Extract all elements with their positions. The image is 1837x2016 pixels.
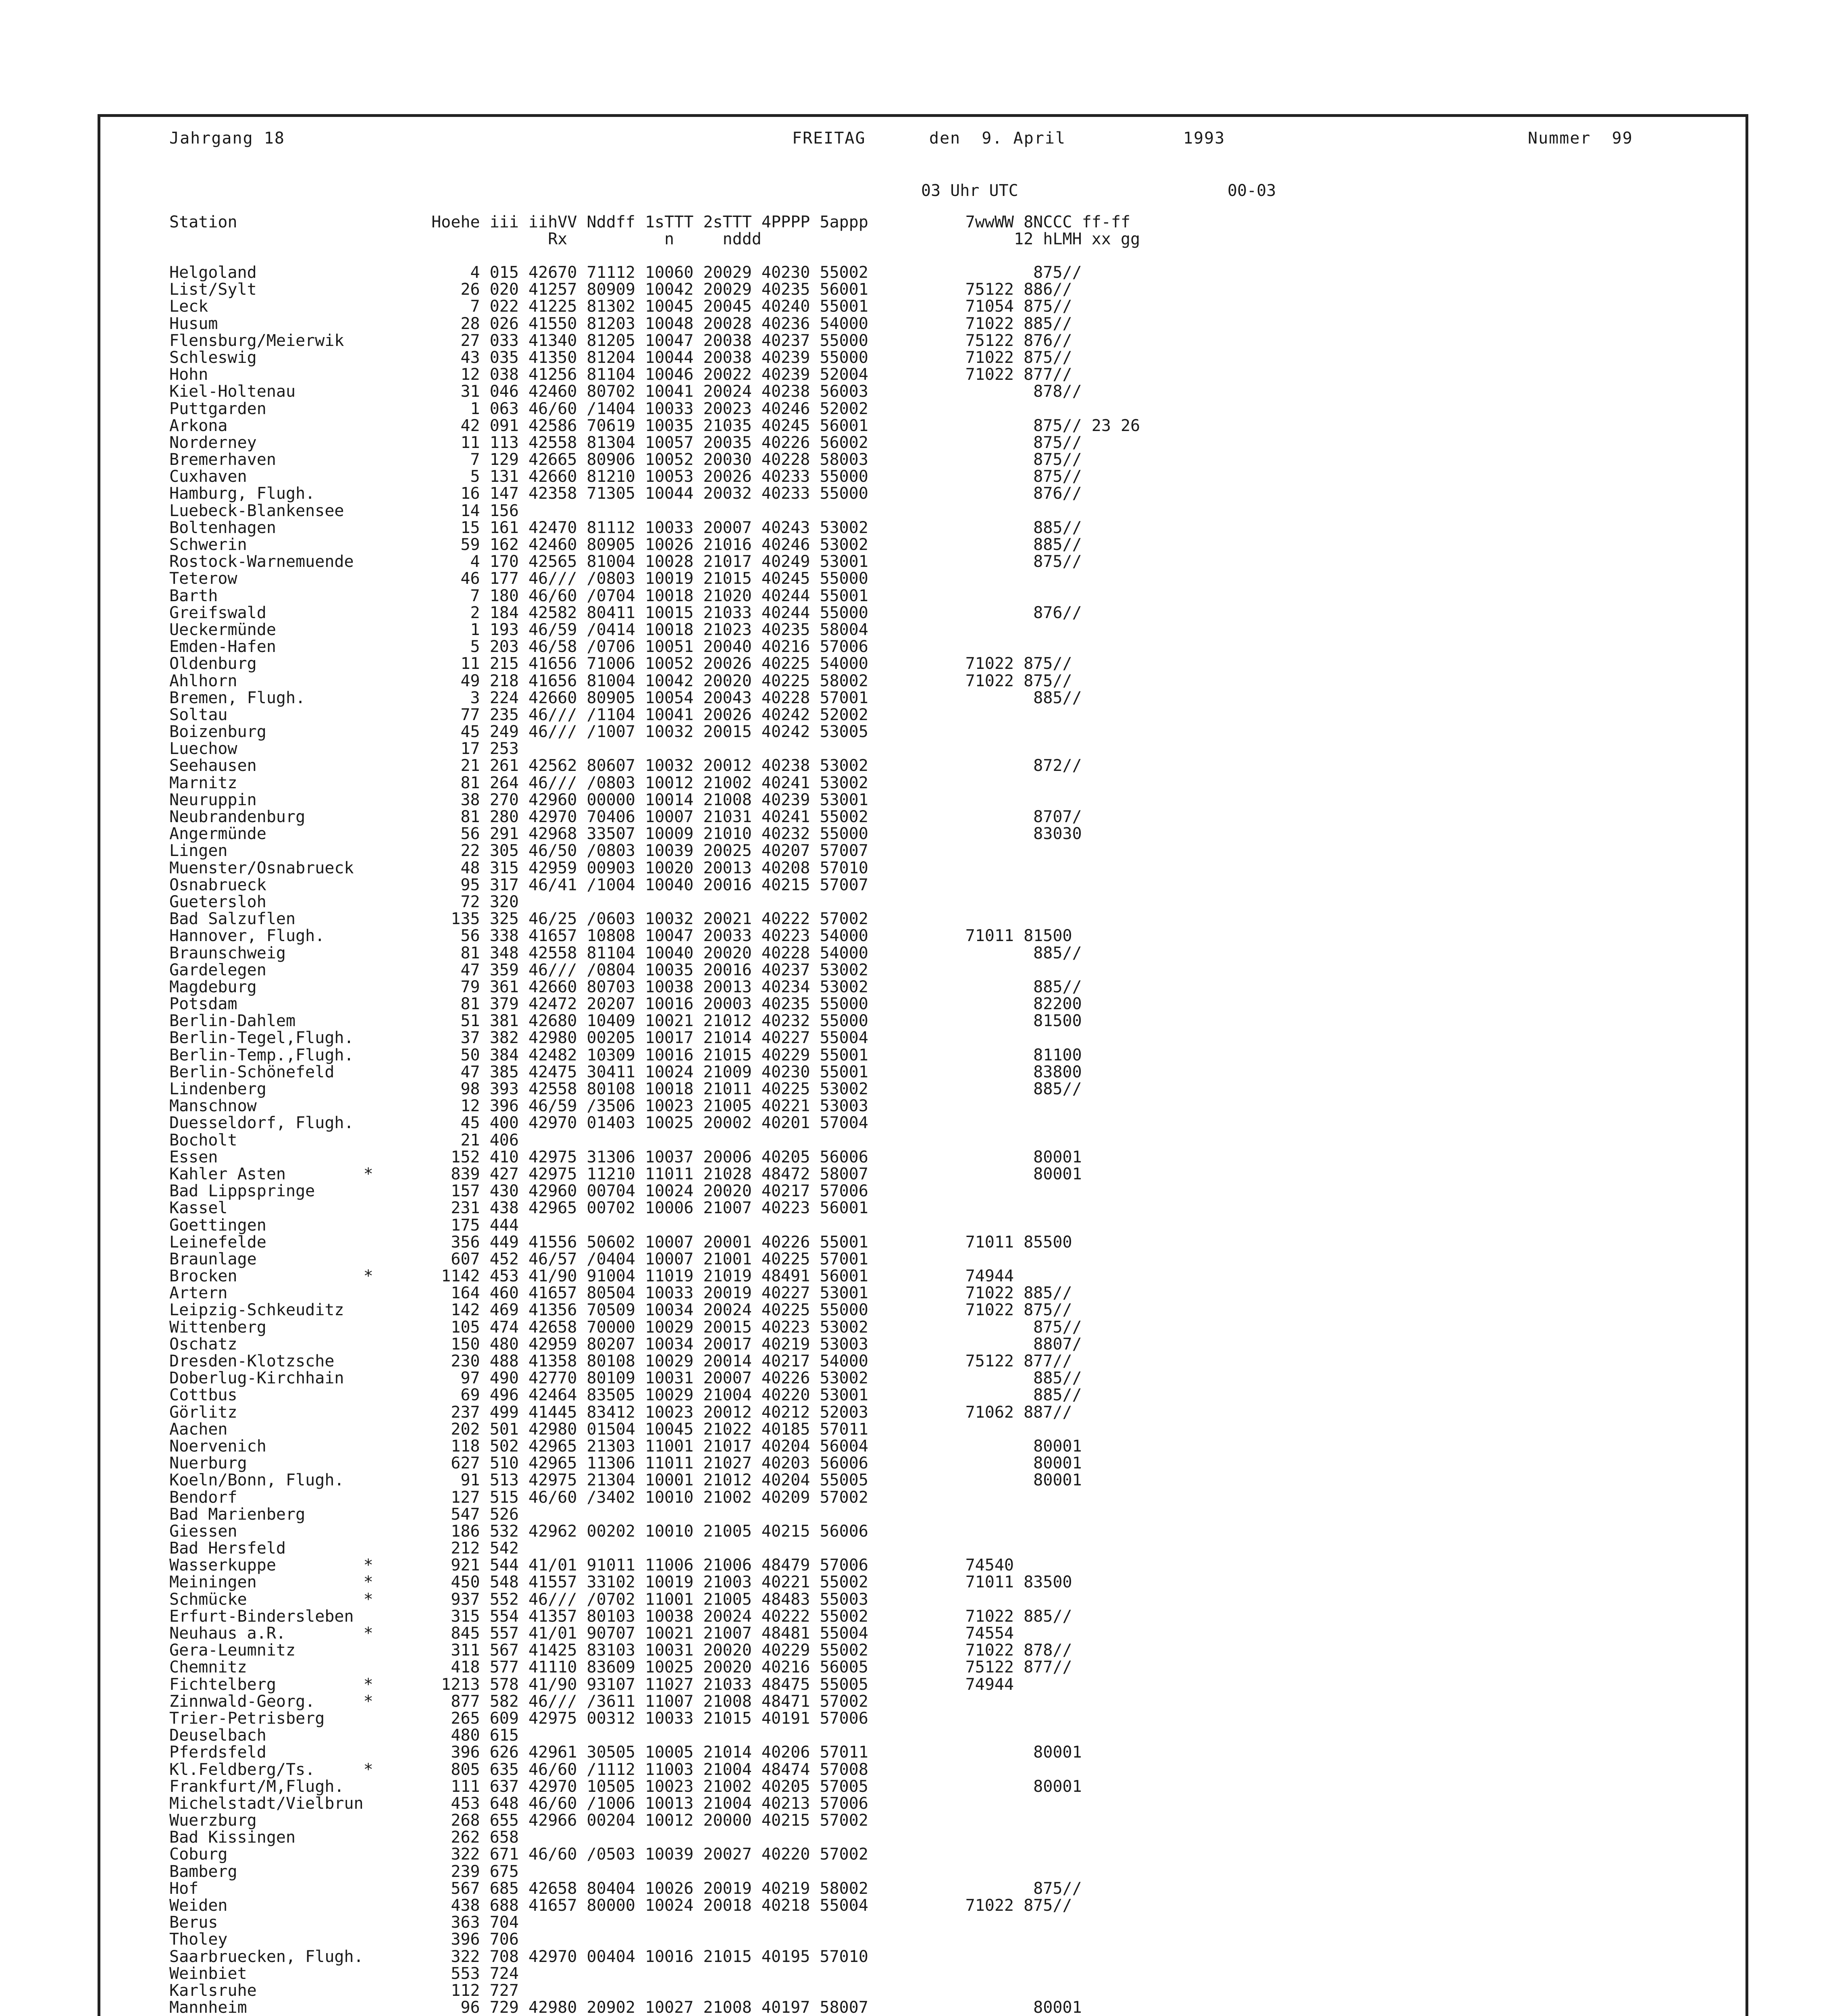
- station-row: Berlin-Tegel,Flugh. 37 382 42980 00205 10017 21014 40227 55004: [169, 1029, 868, 1048]
- station-row: Braunschweig 81 348 42558 81104 10040 20020 40228 54000 885//: [169, 943, 1082, 962]
- station-row: Bamberg 239 675: [169, 1862, 519, 1881]
- station-row: Berlin-Dahlem 51 381 42680 10409 10021 21012 40232 55000 81500: [169, 1012, 1082, 1031]
- station-row: Weiden 438 688 41657 80000 10024 20018 40218 55004 71022 875//: [169, 1896, 1072, 1915]
- station-row: Manschnow 12 396 46/59 /3506 10023 21005 40221 53003: [169, 1097, 868, 1116]
- station-row: Duesseldorf, Flugh. 45 400 42970 01403 10025 20002 40201 57004: [169, 1114, 868, 1133]
- station-row: Arkona 42 091 42586 70619 10035 21035 40245 56001 875// 23 26: [169, 416, 1140, 435]
- station-row: Osnabrueck 95 317 46/41 /1004 10040 20016 40215 57007: [169, 875, 868, 894]
- station-row: Schwerin 59 162 42460 80905 10026 21016 40246 53002 885//: [169, 535, 1082, 554]
- station-row: Erfurt-Bindersleben 315 554 41357 80103 10038 20024 40222 55002 71022 885//: [169, 1607, 1072, 1626]
- station-row: Coburg 322 671 46/60 /0503 10039 20027 40220 57002: [169, 1845, 868, 1864]
- station-row: Puttgarden 1 063 46/60 /1404 10033 20023 40246 52002: [169, 399, 868, 418]
- station-row: Dresden-Klotzsche 230 488 41358 80108 10029 20014 40217 54000 75122 877//: [169, 1352, 1072, 1370]
- station-row: Bremen, Flugh. 3 224 42660 80905 10054 20043 40228 57001 885//: [169, 688, 1082, 707]
- station-row: Berlin-Schönefeld 47 385 42475 30411 10024 21009 40230 55001 83800: [169, 1062, 1082, 1081]
- time-range: 00-03: [1227, 181, 1276, 200]
- date-label: den 9. April: [929, 129, 1066, 148]
- station-row: Kl.Feldberg/Ts. * 805 635 46/60 /1112 11003 21004 48474 57008: [169, 1760, 868, 1779]
- station-row: Hannover, Flugh. 56 338 41657 10808 10047 20033 40223 54000 71011 81500: [169, 927, 1072, 946]
- station-row: Bad Marienberg 547 526: [169, 1505, 519, 1524]
- station-row: Boizenburg 45 249 46/// /1007 10032 20015 40242 53005: [169, 723, 868, 741]
- station-row: Tholey 396 706: [169, 1930, 519, 1949]
- station-row: Leipzig-Schkeuditz 142 469 41356 70509 10034 20024 40225 55000 71022 875//: [169, 1301, 1072, 1320]
- station-row: Teterow 46 177 46/// /0803 10019 21015 40245 55000: [169, 569, 868, 588]
- station-row: Ahlhorn 49 218 41656 81004 10042 20020 40225 58002 71022 875//: [169, 671, 1072, 690]
- station-row: Oldenburg 11 215 41656 71006 10052 20026 40225 54000 71022 875//: [169, 654, 1072, 673]
- station-row: Cuxhaven 5 131 42660 81210 10053 20026 40233 55000 875//: [169, 467, 1082, 486]
- station-row: Emden-Hafen 5 203 46/58 /0706 10051 20040 40216 57006: [169, 637, 868, 656]
- station-row: Pferdsfeld 396 626 42961 30505 10005 21014 40206 57011 80001: [169, 1743, 1082, 1762]
- station-row: Bad Hersfeld 212 542: [169, 1539, 519, 1558]
- station-row: Nuerburg 627 510 42965 11306 11011 21027 40203 56006 80001: [169, 1454, 1082, 1473]
- station-row: Karlsruhe 112 727: [169, 1981, 519, 2000]
- column-header-line-2: Rx n nddd 12 hLMH xx gg: [169, 230, 1140, 248]
- station-row: Magdeburg 79 361 42660 80703 10038 20013 40234 53002 885//: [169, 977, 1082, 996]
- station-row: Ueckermünde 1 193 46/59 /0414 10018 21023 40235 58004: [169, 620, 868, 639]
- station-row: Hof 567 685 42658 80404 10026 20019 40219 58002 875//: [169, 1879, 1082, 1898]
- weekday-label: FREITAG: [792, 129, 866, 148]
- station-row: Lingen 22 305 46/50 /0803 10039 20025 40207 57007: [169, 841, 868, 860]
- station-row: Schleswig 43 035 41350 81204 10044 20038 40239 55000 71022 875//: [169, 348, 1072, 367]
- station-row: Potsdam 81 379 42472 20207 10016 20003 40235 55000 82200: [169, 995, 1082, 1014]
- station-row: Norderney 11 113 42558 81304 10057 20035 40226 56002 875//: [169, 433, 1082, 452]
- station-row: Wasserkuppe * 921 544 41/01 91011 11006 21006 48479 57006 74540: [169, 1556, 1014, 1575]
- station-row: Oschatz 150 480 42959 80207 10034 20017 40219 53003 8807/: [169, 1335, 1082, 1354]
- station-row: Kiel-Holtenau 31 046 42460 80702 10041 20024 40238 56003 878//: [169, 382, 1082, 401]
- station-row: Marnitz 81 264 46/// /0803 10012 21002 40241 53002: [169, 773, 868, 792]
- station-row: Kahler Asten * 839 427 42975 11210 11011 21028 48472 58007 80001: [169, 1164, 1082, 1183]
- station-row: Berlin-Temp.,Flugh. 50 384 42482 10309 10016 21015 40229 55001 81100: [169, 1045, 1082, 1064]
- jahrgang-label: Jahrgang 18: [169, 129, 285, 148]
- station-row: Chemnitz 418 577 41110 83609 10025 20020 40216 56005 75122 877//: [169, 1658, 1072, 1677]
- station-row: Wittenberg 105 474 42658 70000 10029 20015 40223 53002 875//: [169, 1318, 1082, 1337]
- station-row: Giessen 186 532 42962 00202 10010 21005 40215 56006: [169, 1522, 868, 1541]
- station-row: Koeln/Bonn, Flugh. 91 513 42975 21304 10001 21012 40204 55005 80001: [169, 1471, 1082, 1490]
- station-row: Lindenberg 98 393 42558 80108 10018 21011 40225 53002 885//: [169, 1080, 1082, 1098]
- station-row: Bad Salzuflen 135 325 46/25 /0603 10032 20021 40222 57002: [169, 910, 868, 929]
- station-row: Mannheim 96 729 42980 20902 10027 21008 40197 58007 80001: [169, 1998, 1082, 2016]
- station-row: Bad Lippspringe 157 430 42960 00704 10024 20020 40217 57006: [169, 1182, 868, 1201]
- station-row: Bremerhaven 7 129 42665 80906 10052 20030 40228 58003 875//: [169, 450, 1082, 469]
- station-row: Wuerzburg 268 655 42966 00204 10012 20000 40215 57002: [169, 1811, 868, 1830]
- station-row: Berus 363 704: [169, 1913, 519, 1932]
- station-table: [169, 264, 1140, 2016]
- station-row: Kassel 231 438 42965 00702 10006 21007 40223 56001: [169, 1199, 868, 1218]
- station-row: Bocholt 21 406: [169, 1131, 519, 1150]
- station-row: Cottbus 69 496 42464 83505 10029 21004 40220 53001 885//: [169, 1386, 1082, 1405]
- column-header-line-1: Station Hoehe iii iihVV Nddff 1sTTT 2sTTT 4PPPP 5appp 7wwWW 8NCCC ff-ff: [169, 213, 1131, 231]
- station-row: Luechow 17 253: [169, 739, 519, 758]
- station-row: Rostock-Warnemuende 4 170 42565 81004 10028 21017 40249 53001 875//: [169, 552, 1082, 571]
- station-row: Neuruppin 38 270 42960 00000 10014 21008 40239 53001: [169, 790, 868, 809]
- station-row: Braunlage 607 452 46/57 /0404 10007 21001 40225 57001: [169, 1250, 868, 1268]
- station-row: Bad Kissingen 262 658: [169, 1828, 519, 1847]
- station-row: Görlitz 237 499 41445 83412 10023 20012 40212 52003 71062 887//: [169, 1403, 1072, 1422]
- station-row: Helgoland 4 015 42670 71112 10060 20029 40230 55002 875//: [169, 263, 1082, 282]
- station-row: Gardelegen 47 359 46/// /0804 10035 20016 40237 53002: [169, 960, 868, 979]
- station-row: List/Sylt 26 020 41257 80909 10042 20029 40235 56001 75122 886//: [169, 280, 1072, 299]
- station-row: Trier-Petrisberg 265 609 42975 00312 10033 21015 40191 57006: [169, 1709, 868, 1728]
- station-row: Neubrandenburg 81 280 42970 70406 10007 21031 40241 55002 8707/: [169, 808, 1082, 826]
- station-row: Aachen 202 501 42980 01504 10045 21022 40185 57011: [169, 1420, 868, 1439]
- station-row: Barth 7 180 46/60 /0704 10018 21020 40244 55001: [169, 586, 868, 605]
- observation-time: 03 Uhr UTC: [921, 181, 1018, 200]
- station-row: Zinnwald-Georg. * 877 582 46/// /3611 11007 21008 48471 57002: [169, 1692, 868, 1711]
- station-row: Leinefelde 356 449 41556 50602 10007 20001 40226 55001 71011 85500: [169, 1233, 1072, 1252]
- station-row: Hohn 12 038 41256 81104 10046 20022 40239 52004 71022 877//: [169, 365, 1072, 384]
- station-row: Guetersloh 72 320: [169, 892, 519, 911]
- station-row: Seehausen 21 261 42562 80607 10032 20012 40238 53002 872//: [169, 756, 1082, 775]
- station-row: Noervenich 118 502 42965 21303 11001 21017 40204 56004 80001: [169, 1437, 1082, 1456]
- year-label: 1993: [1183, 129, 1225, 148]
- station-row: Neuhaus a.R. * 845 557 41/01 90707 10021 21007 48481 55004 74554: [169, 1624, 1014, 1643]
- station-row: Fichtelberg * 1213 578 41/90 93107 11027 21033 48475 55005 74944: [169, 1675, 1014, 1694]
- station-row: Soltau 77 235 46/// /1104 10041 20026 40242 52002: [169, 705, 868, 724]
- station-row: Doberlug-Kirchhain 97 490 42770 80109 10031 20007 40226 53002 885//: [169, 1369, 1082, 1388]
- station-row: Gera-Leumnitz 311 567 41425 83103 10031 20020 40229 55002 71022 878//: [169, 1641, 1072, 1660]
- station-row: Hamburg, Flugh. 16 147 42358 71305 10044 20032 40233 55000 876//: [169, 484, 1082, 503]
- station-row: Schmücke * 937 552 46/// /0702 11001 21005 48483 55003: [169, 1590, 868, 1609]
- station-row: Leck 7 022 41225 81302 10045 20045 40240 55001 71054 875//: [169, 297, 1072, 316]
- station-row: Frankfurt/M,Flugh. 111 637 42970 10505 10023 21002 40205 57005 80001: [169, 1777, 1082, 1796]
- station-row: Angermünde 56 291 42968 33507 10009 21010 40232 55000 83030: [169, 825, 1082, 843]
- station-row: Saarbruecken, Flugh. 322 708 42970 00404 10016 21015 40195 57010: [169, 1947, 868, 1966]
- station-row: Weinbiet 553 724: [169, 1964, 519, 1983]
- station-row: Husum 28 026 41550 81203 10048 20028 40236 54000 71022 885//: [169, 314, 1072, 333]
- station-row: Flensburg/Meierwik 27 033 41340 81205 10047 20038 40237 55000 75122 876//: [169, 331, 1072, 350]
- station-row: Luebeck-Blankensee 14 156: [169, 501, 519, 520]
- station-row: Deuselbach 480 615: [169, 1726, 519, 1745]
- station-row: Bendorf 127 515 46/60 /3402 10010 21002 40209 57002: [169, 1488, 868, 1507]
- station-row: Artern 164 460 41657 80504 10033 20019 40227 53001 71022 885//: [169, 1284, 1072, 1303]
- station-row: Meiningen * 450 548 41557 33102 10019 21003 40221 55002 71011 83500: [169, 1573, 1072, 1592]
- station-row: Muenster/Osnabrueck 48 315 42959 00903 10020 20013 40208 57010: [169, 858, 868, 877]
- station-row: Brocken * 1142 453 41/90 91004 11019 21019 48491 56001 74944: [169, 1267, 1014, 1286]
- station-row: Boltenhagen 15 161 42470 81112 10033 20007 40243 53002 885//: [169, 518, 1082, 537]
- station-row: Greifswald 2 184 42582 80411 10015 21033 40244 55000 876//: [169, 603, 1082, 622]
- station-row: Michelstadt/Vielbrun 453 648 46/60 /1006 10013 21004 40213 57006: [169, 1794, 868, 1813]
- station-row: Essen 152 410 42975 31306 10037 20006 40205 56006 80001: [169, 1148, 1082, 1166]
- issue-number-label: Nummer 99: [1528, 129, 1633, 148]
- station-row: Goettingen 175 444: [169, 1216, 519, 1235]
